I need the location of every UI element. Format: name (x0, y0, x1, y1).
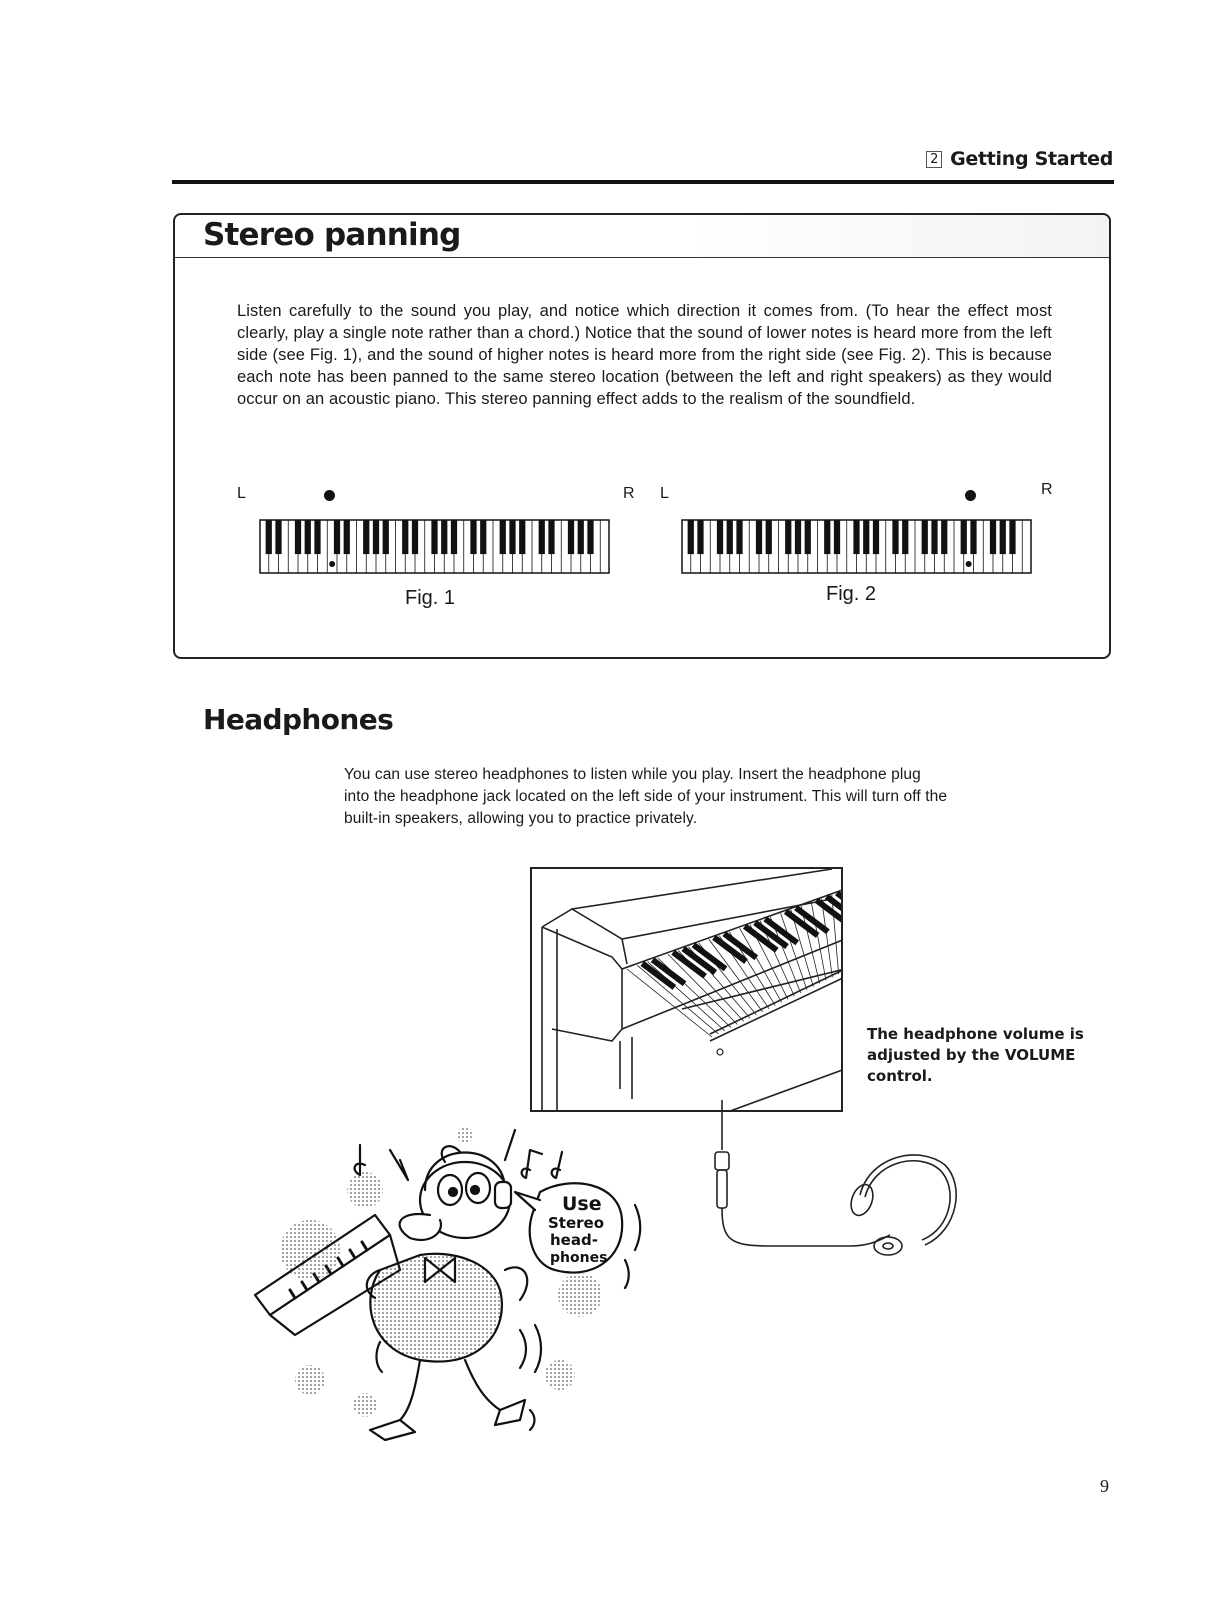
fig2-pan-dot (965, 490, 976, 501)
section-title: Getting Started (950, 148, 1113, 170)
page-number: 9 (1100, 1476, 1109, 1496)
svg-text:Stereo: Stereo (548, 1214, 605, 1232)
fig2-caption: Fig. 2 (826, 583, 877, 605)
header-rule (172, 180, 1114, 184)
fig2-keyboard (681, 519, 1032, 574)
fig1-pan-dot (324, 490, 335, 501)
headphones-drawing (700, 1100, 980, 1280)
volume-note: The headphone volume is adjusted by the VOLUME control. (867, 1025, 1084, 1085)
stereo-panning-panel (173, 213, 1111, 659)
svg-text:head-: head- (550, 1231, 598, 1249)
cartoon-duck-with-keyboard (250, 1120, 670, 1450)
svg-text:phones: phones (550, 1250, 608, 1266)
fig2-right-label: R (1041, 481, 1053, 498)
chapter-number-badge: 2 (926, 151, 942, 168)
fig1-caption: Fig. 1 (405, 587, 456, 609)
fig1-left-label: L (237, 485, 246, 502)
svg-text:Use: Use (562, 1193, 602, 1215)
stereo-panning-text: Listen carefully to the sound you play, and notice which direction it comes from. (To hear the effect most clearly, play a single note rather than a chord.) Notice that the sound of lower notes is heard more from the left side (see Fig. 1), and the sound of higher notes is heard more from the right side (see Fig. 2). This is because each note has been panned to the same stereo location (between the left and right speakers) as they would occur on an acoustic piano. This stereo panning effect adds to the realism of the soundfield. (237, 302, 1052, 408)
running-header (0, 148, 1113, 170)
fig1-right-label: R (623, 485, 635, 502)
fig2-left-label: L (660, 485, 669, 502)
panel-title: Stereo panning (203, 217, 461, 253)
piano-illustration (530, 867, 843, 1112)
headphones-text: You can use stereo headphones to listen while you play. Insert the headphone plug into the headphone jack located on the left side of your instrument. This will turn off the built-in speakers, allowing you to practice privately. (344, 766, 948, 827)
piano-drawing (532, 869, 843, 1112)
headphones-heading: Headphones (203, 703, 394, 736)
panel-title-bar (175, 215, 1109, 258)
fig1-keyboard (259, 519, 610, 574)
